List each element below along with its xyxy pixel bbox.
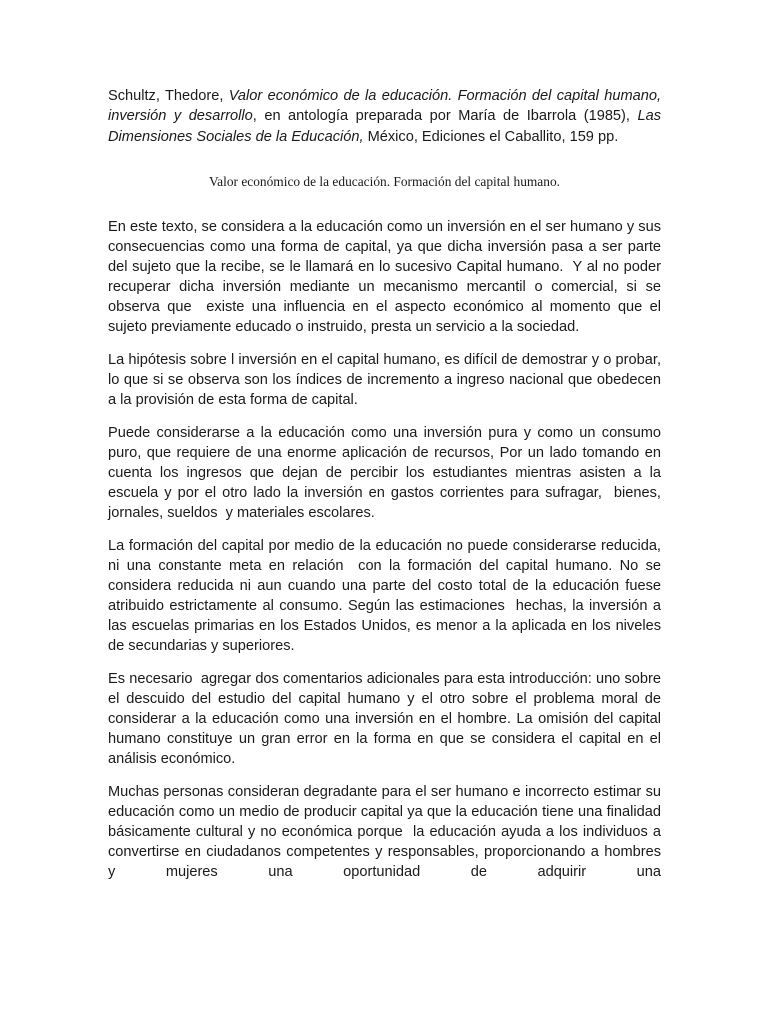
paragraph-4: La formación del capital por medio de la educación no puede considerarse reducida, ni una constante meta en relación con la formación del capital humano. No se considera reducida ni aun cuando una parte del costo total de la educación fuese atribuido estrictamente al consumo. Según las estimaciones hechas, la inversión a las escuelas primarias en los Estados Unidos, es menor a la aplicada en los niveles de secundarias y superiores.	[108, 538, 666, 654]
paragraph-6: Muchas personas consideran degradante para el ser humano e incorrecto estimar su educación como un medio de producir capital ya que la educación tiene una finalidad básicamente cultural y no económica porque la educación ayuda a los individuos a convertirse en ciudadanos competentes y responsables, proporcionando a hombres y mujeres una oportunidad de adquirir una	[108, 784, 666, 880]
citation-publisher: México, Ediciones el Caballito, 159 pp.	[363, 128, 619, 145]
bibliographic-citation	[108, 86, 661, 147]
paragraph-3: Puede considerarse a la educación como una inversión pura y como un consumo puro, que requiere de una enorme aplicación de recursos, Por un lado tomando en cuenta los ingresos que dejan de percibir los estudiantes mientras asisten a la escuela y por el otro lado la inversión en gastos corrientes para sufragar, bienes, jornales, sueldos y materiales escolares.	[108, 425, 666, 521]
citation-book-title: Las Dimensiones Sociales de la Educación,	[108, 108, 661, 145]
citation-title: Valor económico de la educación. Formación del capital humano, inversión y desarrollo	[108, 88, 662, 125]
citation-middle: , en antología preparada por María de Ibarrola (1985),	[252, 108, 638, 125]
document-body	[108, 218, 666, 883]
citation-author: Schultz, Thedore,	[108, 88, 229, 104]
paragraph-1: En este texto, se considera a la educación como un inversión en el ser humano y sus consecuencias como una forma de capital, ya que dicha inversión pasa a ser parte del sujeto que la recibe, se le llamará en lo sucesivo Capital humano. Y al no poder recuperar dicha inversión mediante un mecanismo mercantil o comercial, si se observa que existe una influencia en el aspecto económico al momento que el sujeto previamente educado o instruido, presta un servicio a la sociedad.	[108, 219, 666, 335]
paragraph-5: Es necesario agregar dos comentarios adicionales para esta introducción: uno sobre el descuido del estudio del capital humano y el otro sobre el problema moral de considerar a la educación como una inversión en el hombre. La omisión del capital humano constituye un gran error en la forma en que se considera el capital en el análisis económico.	[108, 671, 666, 767]
document-page	[108, 86, 666, 896]
section-heading: Valor económico de la educación. Formación del capital humano.	[208, 174, 560, 190]
paragraph-2: La hipótesis sobre l inversión en el capital humano, es difícil de demostrar y o probar, lo que si se observa son los índices de incremento a ingreso nacional que obedecen a la provisión de esta forma de capital.	[108, 352, 666, 408]
